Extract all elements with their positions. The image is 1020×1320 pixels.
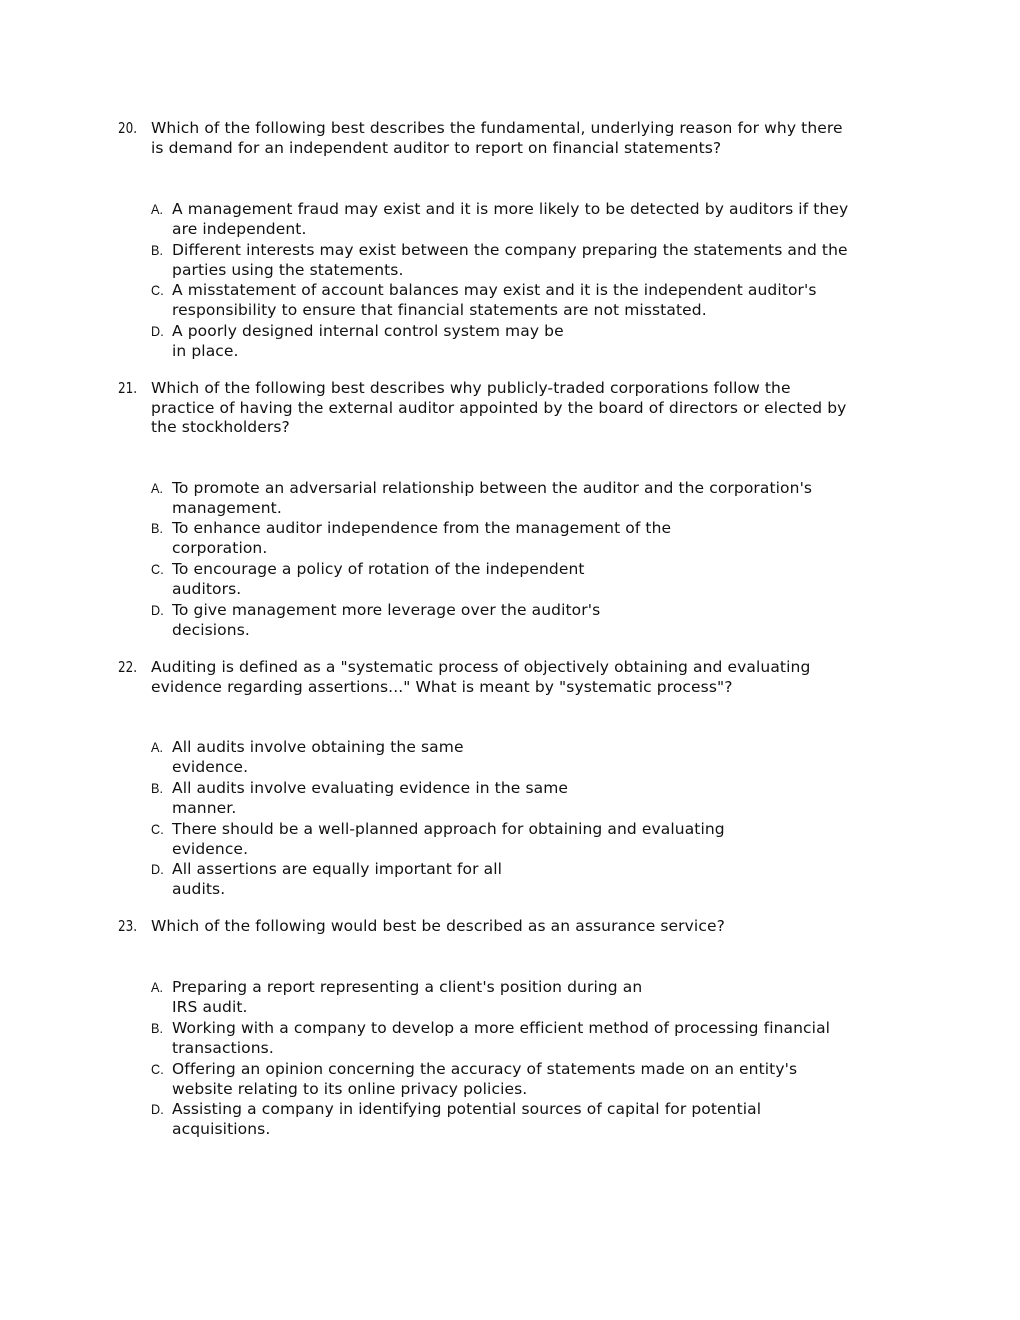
option-letter: A. [151,201,164,217]
option-text [172,241,892,280]
option-letter: B. [151,242,164,258]
question-text-line: Which of the following would best be described as an assurance service? [151,917,725,935]
option-letter: C. [151,282,164,298]
option-letter: D. [151,1101,164,1117]
option-text [172,1100,892,1139]
option-text-line: decisions. [172,620,250,639]
option-text-line: transactions. [172,1038,274,1057]
option-text [172,820,892,859]
option-letter: C. [151,821,164,837]
option-text [172,322,892,361]
option-text-line: website relating to its online privacy policies. [172,1079,528,1098]
question-text [151,917,896,937]
option-text-line: audits. [172,879,226,898]
option-text-line: Preparing a report representing a client's position during an [172,978,643,996]
option-text-line: evidence. [172,757,249,776]
option-text [172,1019,892,1058]
question-number: 22. [118,658,138,676]
option-letter: D. [151,602,164,618]
question-text-line: Auditing is defined as a "systematic process of objectively obtaining and evaluating [151,658,811,676]
option-text [172,601,892,640]
question-number: 21. [118,379,138,397]
option-text-line: To encourage a policy of rotation of the independent [172,560,585,578]
question-number: 20. [118,119,138,137]
option-text-line: manner. [172,798,237,817]
question-number: 23. [118,917,138,935]
option-text [172,519,892,558]
option-letter: A. [151,739,164,755]
option-text-line: A poorly designed internal control system may be [172,322,564,340]
option-letter: C. [151,561,164,577]
option-text-line: To enhance auditor independence from the management of the [172,519,672,537]
option-letter: B. [151,520,164,536]
option-text-line: evidence. [172,839,249,858]
option-letter: A. [151,979,164,995]
option-text [172,479,892,518]
option-text-line: Assisting a company in identifying potential sources of capital for potential [172,1100,762,1118]
option-text-line: All audits involve obtaining the same [172,738,464,756]
question-text-line: the stockholders? [151,418,290,436]
option-text [172,281,892,320]
option-letter: D. [151,323,164,339]
option-text [172,978,892,1017]
option-text-line: All assertions are equally important for all [172,860,503,878]
question-text-line: Which of the following best describes the fundamental, underlying reason for why there [151,119,843,137]
option-text-line: To give management more leverage over the auditor's [172,601,601,619]
option-text-line: management. [172,498,282,517]
question-text-line: evidence regarding assertions..." What is meant by "systematic process"? [151,677,733,696]
option-text-line: Working with a company to develop a more efficient method of processing financial [172,1019,831,1037]
option-letter: A. [151,480,164,496]
option-letter: B. [151,1020,164,1036]
option-text-line: auditors. [172,579,242,598]
question-text [151,379,896,438]
option-text-line: A management fraud may exist and it is more likely to be detected by auditors if they [172,200,849,218]
option-text [172,738,892,777]
question-text [151,658,896,697]
option-text [172,560,892,599]
option-text-line: parties using the statements. [172,260,404,279]
option-text-line: IRS audit. [172,997,248,1016]
option-text [172,779,892,818]
option-text-line: There should be a well-planned approach for obtaining and evaluating [172,820,725,838]
option-text [172,860,892,899]
option-letter: B. [151,780,164,796]
question-text-line: Which of the following best describes why publicly-traded corporations follow the [151,379,791,397]
option-text-line: To promote an adversarial relationship between the auditor and the corporation's [172,479,813,497]
option-text-line: corporation. [172,538,268,557]
option-text-line: All audits involve evaluating evidence in the same [172,779,569,797]
option-text [172,200,892,239]
option-text-line: Offering an opinion concerning the accuracy of statements made on an entity's [172,1060,798,1078]
option-text-line: in place. [172,341,239,360]
question-text-line: is demand for an independent auditor to report on financial statements? [151,138,722,157]
option-text-line: responsibility to ensure that financial statements are not misstated. [172,300,707,319]
question-text-line: practice of having the external auditor appointed by the board of directors or elected by [151,398,847,417]
option-letter: D. [151,861,164,877]
option-text-line: A misstatement of account balances may exist and it is the independent auditor's [172,281,817,299]
option-text-line: are independent. [172,219,307,238]
option-text [172,1060,892,1099]
option-text-line: acquisitions. [172,1119,271,1138]
question-text [151,119,896,158]
option-text-line: Different interests may exist between the company preparing the statements and the [172,241,848,259]
option-letter: C. [151,1061,164,1077]
